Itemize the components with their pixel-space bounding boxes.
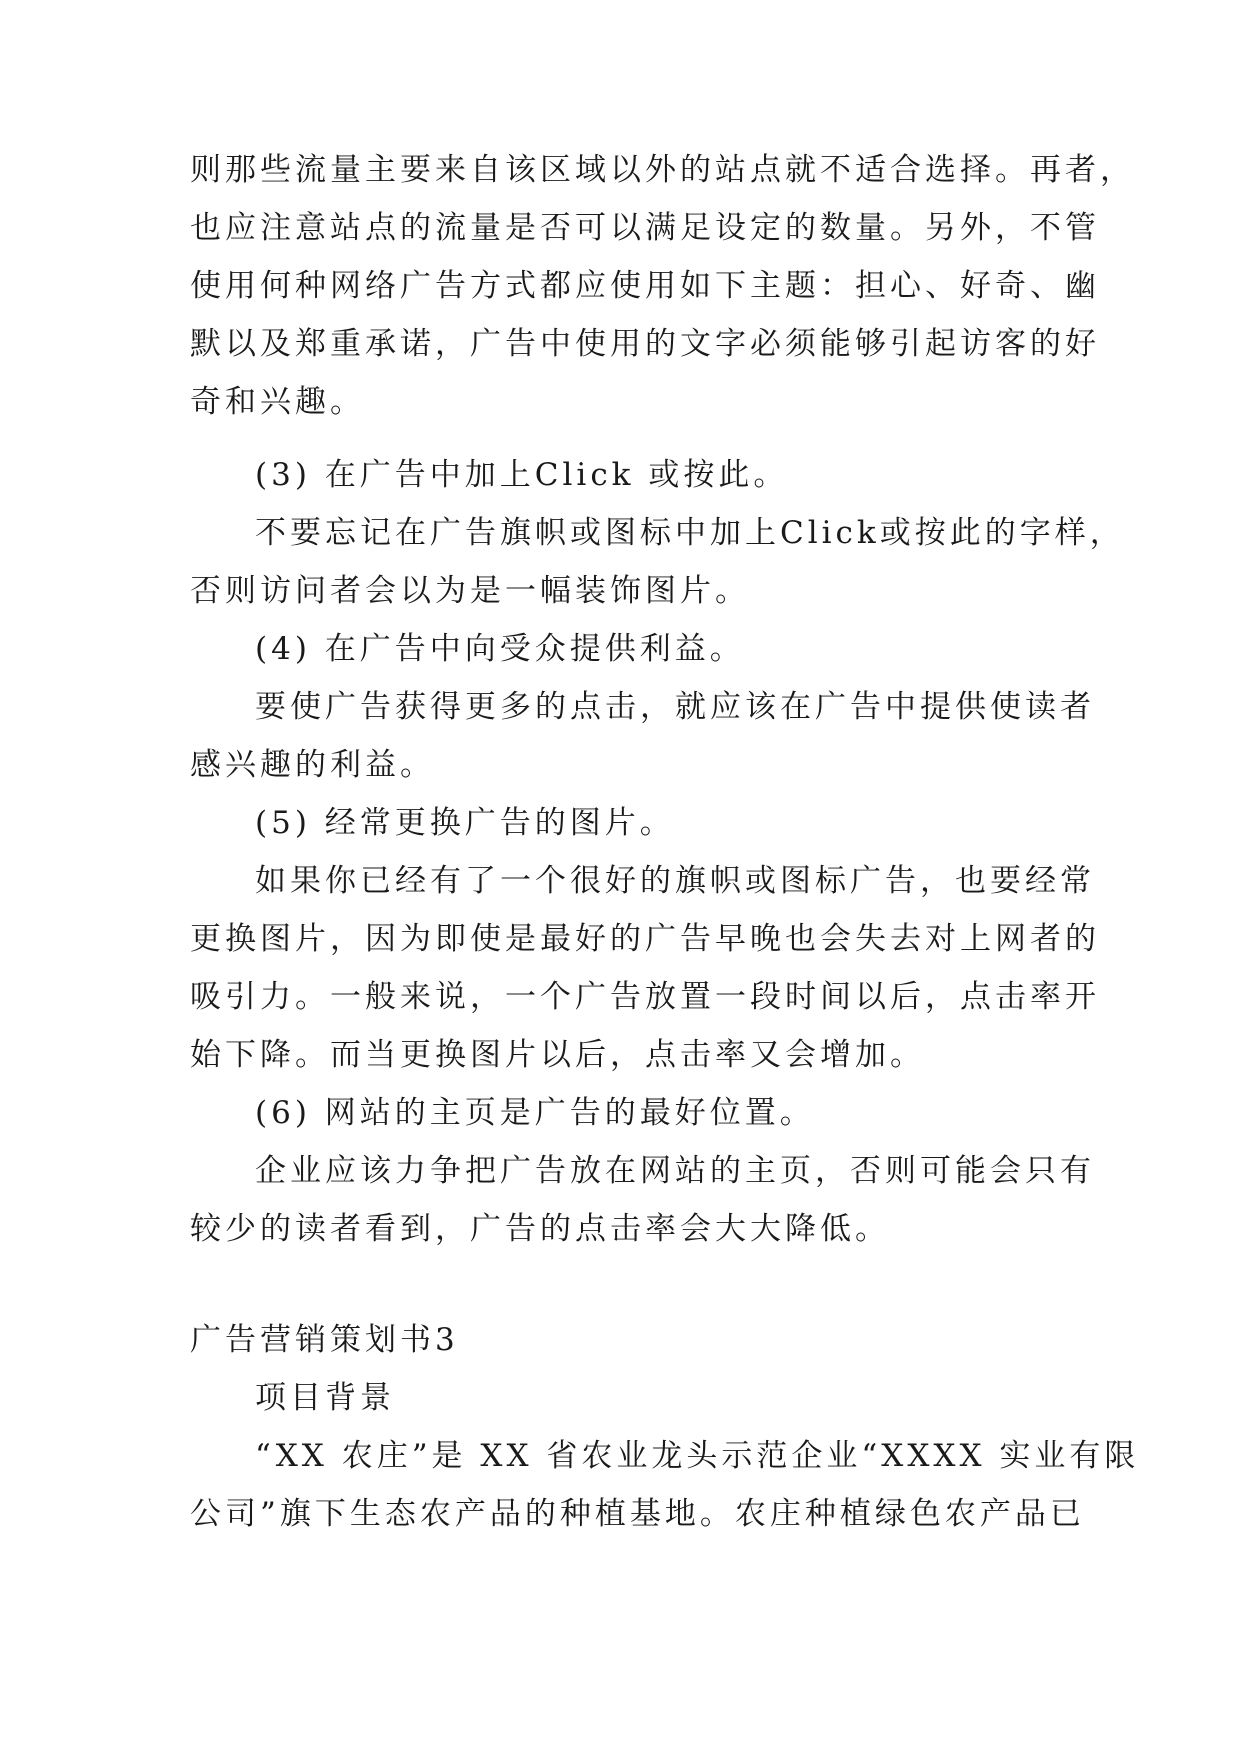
paragraph-line: 也应注意站点的流量是否可以满足设定的数量。另外，不管 [190,210,1100,246]
paragraph-line: 不要忘记在广告旗帜或图标中加上Click或按此的字样， [255,515,1125,551]
paragraph-line: “XX 农庄”是 XX 省农业龙头示范企业“XXXX 实业有限 [255,1438,1140,1474]
paragraph-line: 吸引力。一般来说，一个广告放置一段时间以后，点击率开 [190,979,1100,1015]
section-heading-6: (6) 网站的主页是广告的最好位置。 [255,1095,815,1131]
paragraph-line: 始下降。而当更换图片以后，点击率又会增加。 [190,1037,925,1073]
paragraph-line: 则那些流量主要来自该区域以外的站点就不适合选择。再者， [190,152,1135,188]
paragraph-line: 感兴趣的利益。 [190,747,435,783]
section-heading-3: (3) 在广告中加上Click 或按此。 [255,457,789,493]
paragraph-line: 使用何种网络广告方式都应使用如下主题：担心、好奇、幽 [190,268,1100,304]
paragraph-line: 否则访问者会以为是一幅装饰图片。 [190,573,750,609]
paragraph-line: 较少的读者看到，广告的点击率会大大降低。 [190,1211,890,1247]
section-heading-4: (4) 在广告中向受众提供利益。 [255,631,745,667]
paragraph-line: 公司”旗下生态农产品的种植基地。农庄种植绿色农产品已 [190,1496,1085,1532]
paragraph-line: 企业应该力争把广告放在网站的主页，否则可能会只有 [255,1153,1095,1189]
document-title: 广告营销策划书3 [190,1322,459,1358]
section-heading-5: (5) 经常更换广告的图片。 [255,805,675,841]
paragraph-line: 更换图片，因为即使是最好的广告早晚也会失去对上网者的 [190,921,1100,957]
paragraph-line: 默以及郑重承诺，广告中使用的文字必须能够引起访客的好 [190,326,1100,362]
paragraph-line: 如果你已经有了一个很好的旗帜或图标广告，也要经常 [255,863,1095,899]
paragraph-line: 奇和兴趣。 [190,384,365,420]
paragraph-line: 要使广告获得更多的点击，就应该在广告中提供使读者 [255,689,1095,725]
section-heading: 项目背景 [255,1380,395,1416]
